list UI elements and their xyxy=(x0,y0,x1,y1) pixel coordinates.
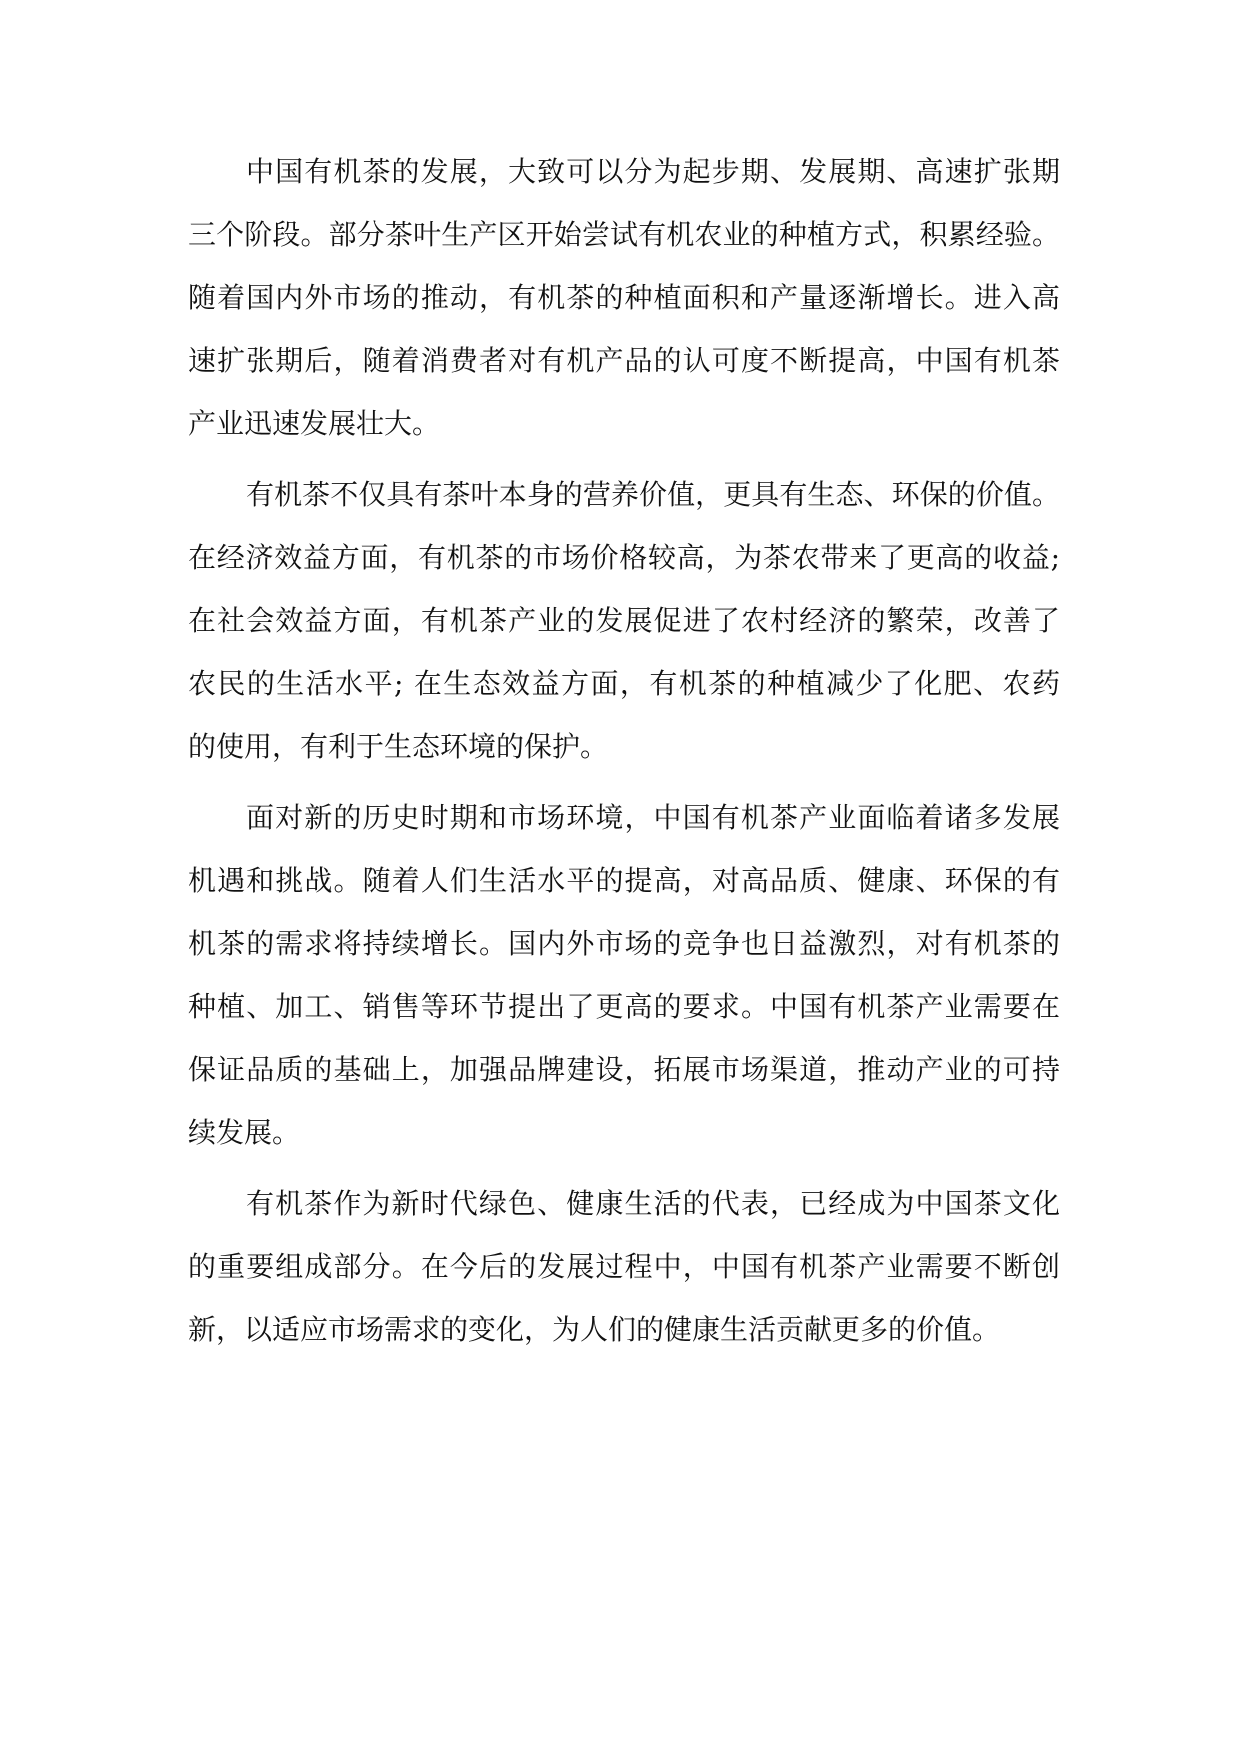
paragraph-line: 三个阶段。部分茶叶生产区开始尝试有机农业的种植方式，积累经验。 xyxy=(188,218,1060,251)
paragraph-line: 保证品质的基础上，加强品牌建设，拓展市场渠道，推动产业的可持 xyxy=(188,1053,1060,1086)
paragraph-line: 农民的生活水平; 在生态效益方面，有机茶的种植减少了化肥、农药 xyxy=(188,667,1060,700)
paragraph-line: 种植、加工、销售等环节提出了更高的要求。中国有机茶产业需要在 xyxy=(188,990,1060,1023)
paragraph-line: 有机茶作为新时代绿色、健康生活的代表，已经成为中国茶文化 xyxy=(246,1187,1060,1220)
paragraph-line: 续发展。 xyxy=(188,1116,301,1149)
paragraph-3 xyxy=(188,786,1060,1164)
paragraph-line: 在社会效益方面，有机茶产业的发展促进了农村经济的繁荣，改善了 xyxy=(188,604,1060,637)
paragraph-line: 面对新的历史时期和市场环境，中国有机茶产业面临着诸多发展 xyxy=(246,801,1060,834)
paragraph-line: 新，以适应市场需求的变化，为人们的健康生活贡献更多的价值。 xyxy=(188,1313,1001,1346)
paragraph-line: 的重要组成部分。在今后的发展过程中，中国有机茶产业需要不断创 xyxy=(188,1250,1060,1283)
paragraph-line: 机茶的需求将持续增长。国内外市场的竞争也日益激烈，对有机茶的 xyxy=(188,927,1060,960)
paragraph-line: 中国有机茶的发展，大致可以分为起步期、发展期、高速扩张期 xyxy=(246,155,1060,188)
paragraph-line: 产业迅速发展壮大。 xyxy=(188,407,441,440)
paragraph-4 xyxy=(188,1172,1060,1361)
document-body xyxy=(188,140,1060,1369)
paragraph-1 xyxy=(188,140,1060,455)
paragraph-line: 随着国内外市场的推动，有机茶的种植面积和产量逐渐增长。进入高 xyxy=(188,281,1060,314)
paragraph-line: 机遇和挑战。随着人们生活水平的提高，对高品质、健康、环保的有 xyxy=(188,864,1060,897)
paragraph-line: 有机茶不仅具有茶叶本身的营养价值，更具有生态、环保的价值。 xyxy=(246,478,1060,511)
paragraph-line: 在经济效益方面，有机茶的市场价格较高，为茶农带来了更高的收益; xyxy=(188,541,1060,574)
paragraph-line: 的使用，有利于生态环境的保护。 xyxy=(188,730,609,763)
paragraph-2 xyxy=(188,463,1060,778)
paragraph-line: 速扩张期后，随着消费者对有机产品的认可度不断提高，中国有机茶 xyxy=(188,344,1060,377)
